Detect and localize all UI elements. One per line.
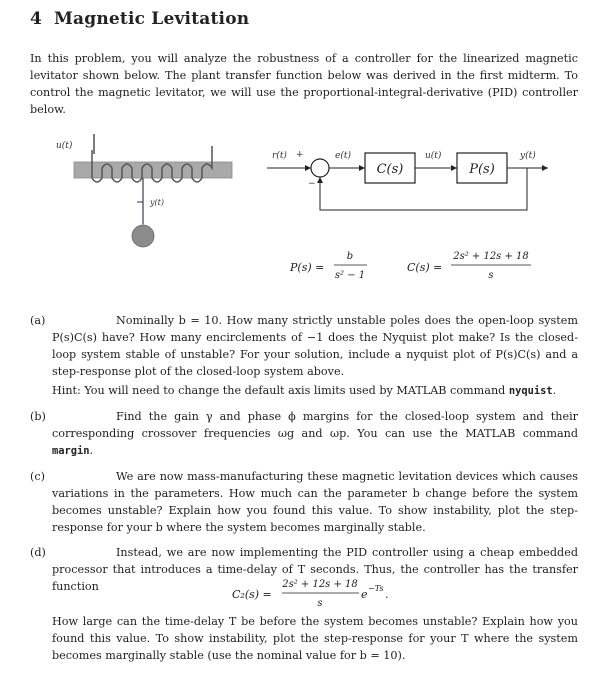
- c2-eq-num: 2s² + 12s + 18: [282, 579, 358, 590]
- part-a-label: (a): [30, 314, 46, 327]
- plant-eq-den: s² − 1: [334, 270, 366, 281]
- plant-equation: [289, 251, 367, 281]
- part-a-text: Nominally b = 10. How many strictly unstable poles does the open-loop system P(s)C(s) have? How many encirclements of −1 does the Nyquist plot make? Is the closed-loop system stable of unstable? For your solution, include a nyquist plot of P(s)C(s) and a step-response plot of the closed-loop system above.: [52, 314, 578, 378]
- levitator-figure: [56, 134, 232, 247]
- controller-equation: [407, 251, 531, 281]
- section-heading: [30, 9, 249, 29]
- ctrl-eq-den: s: [488, 270, 494, 281]
- plus-sign: +: [296, 150, 304, 160]
- block-diagram: [267, 150, 548, 210]
- plant-eq-num: b: [346, 251, 354, 262]
- margin-command: margin: [52, 445, 90, 457]
- reference-label: r(t): [272, 151, 287, 161]
- part-d-text: Instead, we are now implementing the PID controller using a cheap embedded processor that introduces a time-delay of T seconds. Thus, the controller has the transfer function: [52, 546, 578, 593]
- c2-eq-exp: e: [361, 588, 368, 601]
- part-a-hint: Hint: You will need to change the default axis limits used by MATLAB command nyquist.: [52, 384, 557, 397]
- c2-eq-sup: −Ts: [368, 584, 384, 593]
- part-a: [30, 312, 578, 400]
- ctrl-eq-num: 2s² + 12s + 18: [453, 251, 529, 262]
- part-c: [30, 468, 578, 536]
- part-d-followup: How large can the time-delay T be before the system becomes unstable? Explain how you found this value. To show instability, plot the step-response for your T where the system becomes marginally stable (use the nominal value for b = 10).: [52, 615, 578, 662]
- plant-label: P(s): [469, 162, 495, 177]
- delayed-controller-equation: [0, 578, 607, 610]
- c2-eq-den: s: [317, 598, 323, 609]
- problem-parts: [30, 312, 578, 595]
- output-label: y(t): [520, 151, 536, 161]
- part-b-label: (b): [30, 410, 46, 423]
- part-c-label: (c): [30, 470, 45, 483]
- c2-eq-period: .: [385, 588, 389, 601]
- section-title: Magnetic Levitation: [54, 9, 250, 29]
- control-signal-label: u(t): [425, 151, 442, 161]
- section-number: 4: [30, 9, 43, 29]
- levitated-ball: [132, 225, 154, 247]
- part-c-text: We are now mass-manufacturing these magnetic levitation devices which causes variations in the parameters. How much can the parameter b change before the system becomes unstable? Explain how you found this value. To show instability, plot the step-response for your b where the system becomes marginally stable.: [52, 470, 578, 534]
- summing-junction: [311, 159, 329, 177]
- levitator-output-label: y(t): [150, 198, 164, 207]
- levitator-input-label: u(t): [56, 141, 73, 151]
- intro-paragraph: In this problem, you will analyze the robustness of a controller for the linearized magnetic levitator shown below. The plant transfer function below was derived in the first midterm. To control the magnetic levitator, we will use the proportional-integral-derivative (PID) controller below.: [30, 52, 578, 116]
- plant-eq-lhs: P(s) =: [290, 261, 325, 274]
- c2-eq-lhs: C₂(s) =: [232, 588, 272, 601]
- error-label: e(t): [335, 151, 351, 161]
- part-d-label: (d): [30, 546, 46, 559]
- figure: [0, 120, 607, 300]
- part-b: (b) Find the gain γ and phase ϕ margins for the closed-loop system and their corresponding crossover frequencies ωg and ωp. You can use the MATLAB command margin.: [30, 410, 578, 457]
- nyquist-command: nyquist: [508, 385, 553, 397]
- minus-sign: −: [308, 179, 316, 189]
- ctrl-eq-lhs: C(s) =: [407, 261, 443, 274]
- part-b-text: Find the gain γ and phase ϕ margins for the closed-loop system and their corresponding crossover frequencies ωg and ωp. You can use the MATLAB command: [52, 410, 578, 440]
- controller-label: C(s): [376, 162, 404, 177]
